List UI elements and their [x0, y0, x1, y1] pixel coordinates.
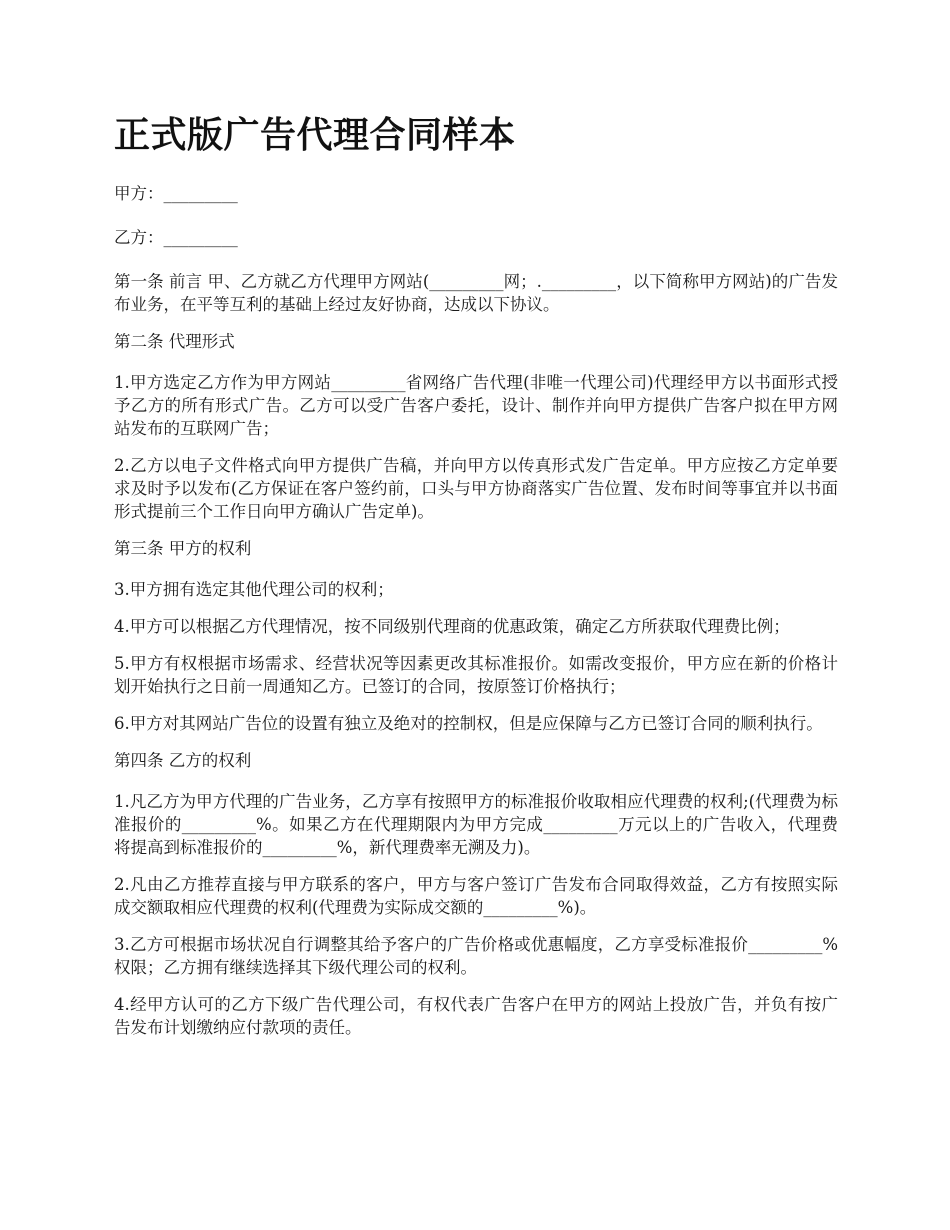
article-3-heading: 第三条 甲方的权利 [114, 539, 252, 558]
article-3-item-3: 3.甲方拥有选定其他代理公司的权利； [114, 580, 394, 599]
article-3-item-4: 4.甲方可以根据乙方代理情况，按不同级别代理商的优惠政策，确定乙方所获取代理费比例； [114, 617, 790, 636]
article-4-item-3: 3.乙方可根据市场状况自行调整其给予客户的广告价格或优惠幅度，乙方享受标准报价_________%权限；乙方拥有继续选择其下级代理公司的权利。 [114, 935, 838, 977]
article-2-heading: 第二条 代理形式 [114, 332, 235, 351]
article-4-heading: 第四条 乙方的权利 [114, 751, 252, 770]
party-a-field: 甲方：_________ [114, 184, 238, 203]
article-4-item-4: 4.经甲方认可的乙方下级广告代理公司，有权代表广告客户在甲方的网站上投放广告，并负有按广告发布计划缴纳应付款项的责任。 [114, 995, 838, 1037]
article-2-item-1: 1.甲方选定乙方作为甲方网站_________省网络广告代理(非唯一代理公司)代理经甲方以书面形式授予乙方的所有形式广告。乙方可以受广告客户委托，设计、制作并向甲方提供广告客户拟在甲方网站发布的互联网广告； [114, 373, 838, 438]
party-b-field: 乙方：_________ [114, 228, 238, 247]
article-3-item-5: 5.甲方有权根据市场需求、经营状况等因素更改其标准报价。如需改变报价，甲方应在新的价格计划开始执行之日前一周通知乙方。已签订的合同，按原签订价格执行； [114, 654, 838, 696]
article-4-item-2: 2.凡由乙方推荐直接与甲方联系的客户，甲方与客户签订广告发布合同取得效益，乙方有按照实际成交额取相应代理费的权利(代理费为实际成交额的_________%)。 [114, 875, 838, 917]
article-1-preface: 第一条 前言 甲、乙方就乙方代理甲方网站(_________网；._________，以下简称甲方网站)的广告发布业务，在平等互利的基础上经过友好协商，达成以下协议。 [114, 272, 838, 314]
document-page [114, 110, 838, 1053]
article-3-item-6: 6.甲方对其网站广告位的设置有独立及绝对的控制权，但是应保障与乙方已签订合同的顺利执行。 [114, 714, 823, 733]
document-title: 正式版广告代理合同样本 [114, 115, 516, 156]
article-4-item-1: 1.凡乙方为甲方代理的广告业务，乙方享有按照甲方的标准报价收取相应代理费的权利;(代理费为标准报价的_________%。如果乙方在代理期限内为甲方完成_________万元以上的广告收入，代理费将提高到标准报价的_________%，新代理费率无溯及力)。 [114, 792, 838, 857]
article-2-item-2: 2.乙方以电子文件格式向甲方提供广告稿，并向甲方以传真形式发广告定单。甲方应按乙方定单要求及时予以发布(乙方保证在客户签约前，口头与甲方协商落实广告位置、发布时间等事宜并以书面形式提前三个工作日向甲方确认广告定单)。 [114, 456, 838, 521]
